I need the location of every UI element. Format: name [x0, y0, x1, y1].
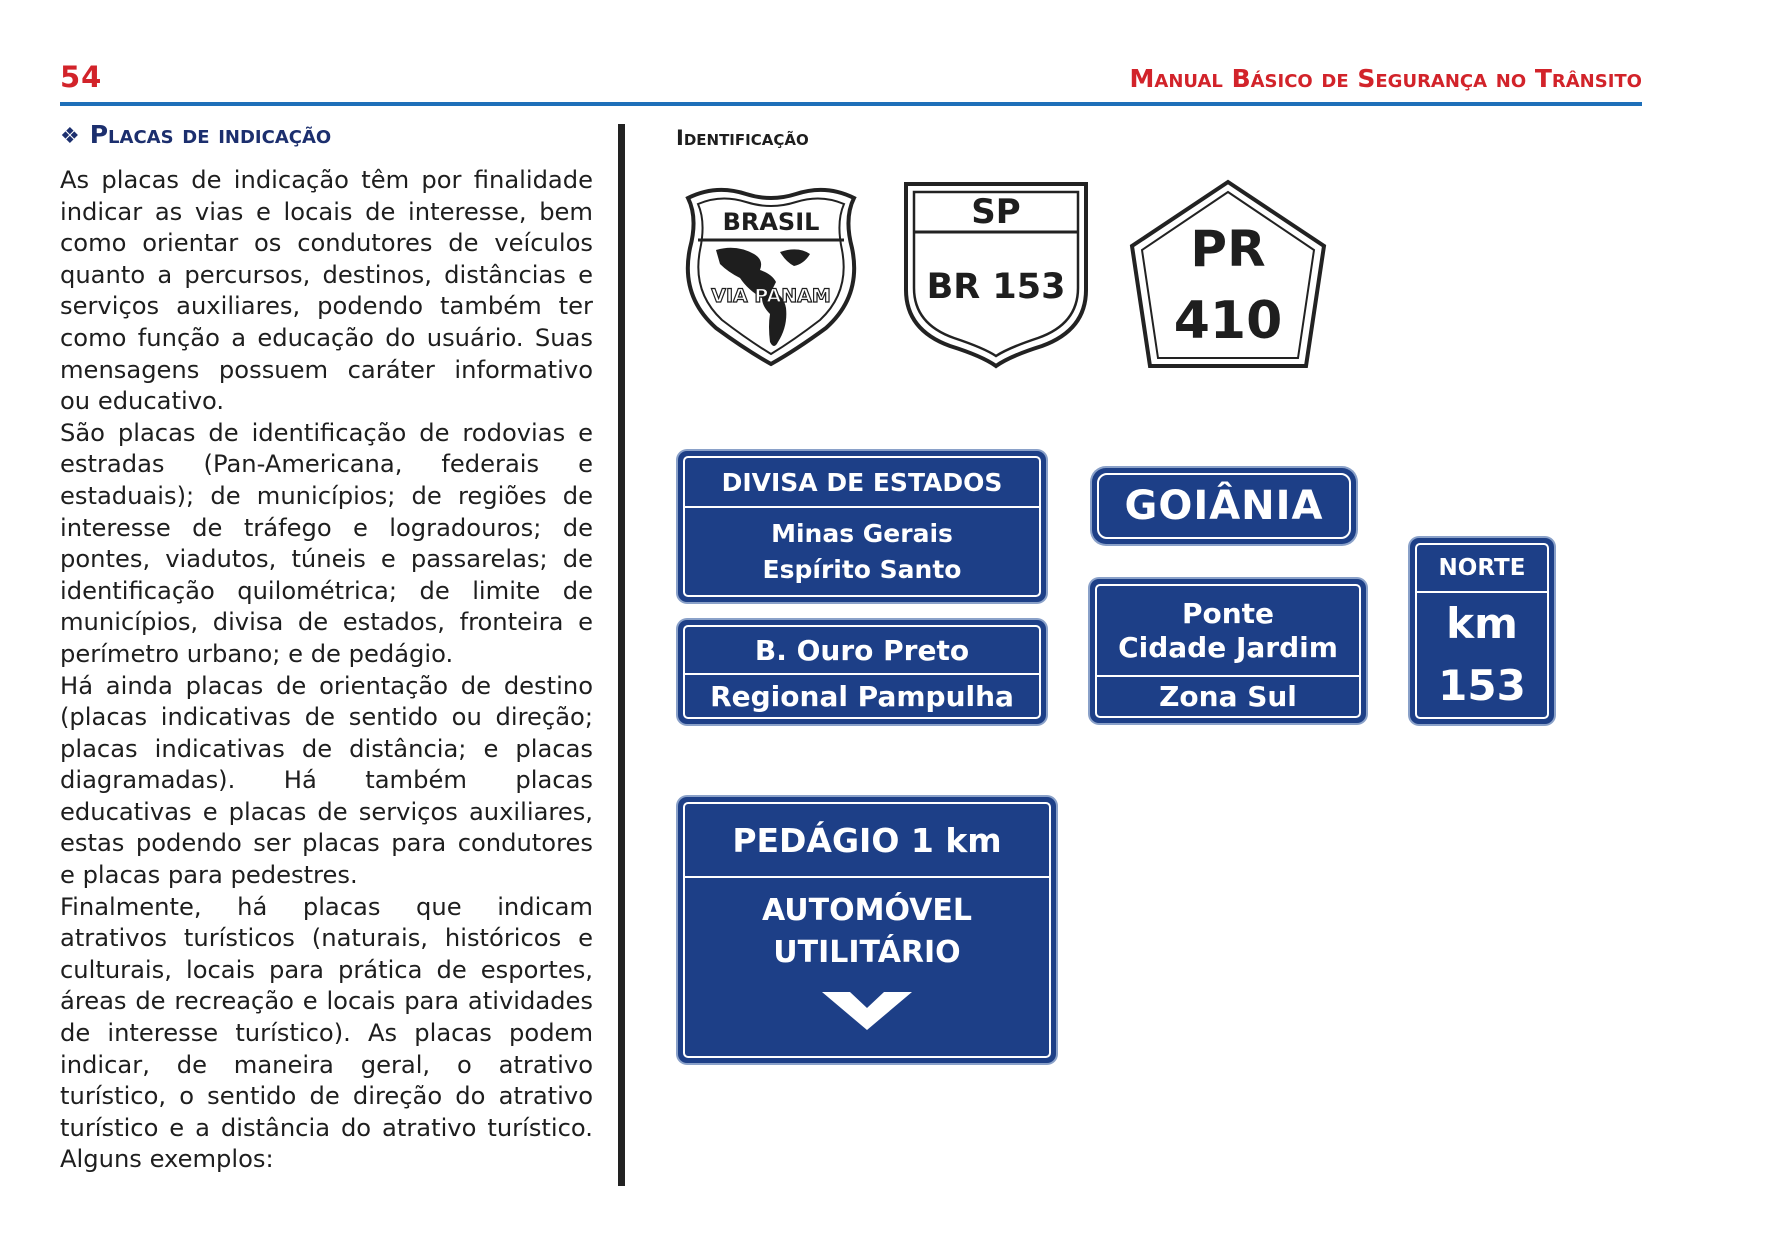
- section-title-text: Placas de indicação: [89, 120, 332, 149]
- goiania-frame: [1097, 473, 1351, 539]
- goiania-sign: [1092, 468, 1356, 544]
- page-number: 54: [60, 60, 103, 94]
- section-title: [60, 120, 331, 149]
- paragraph: As placas de indicação têm por finalidade indicar as vias e locais de interesse, bem como orientar os condutores de veículos quanto a percursos, destinos, distâncias e serviços auxiliares, podendo também ter como função a educação do usuário. Suas mensagens possuem caráter informativo ou educativo.: [60, 166, 593, 416]
- ouro-preto-line-2: Regional Pampulha: [710, 679, 1014, 713]
- state-road-text: 410: [1173, 291, 1283, 351]
- km-value-text: 153: [1438, 661, 1526, 710]
- panam-bottom-text: VIA PANAM: [711, 285, 831, 307]
- km-unit-text: km: [1446, 599, 1518, 648]
- federal-state-text: SP: [971, 192, 1021, 232]
- header-rule: [60, 102, 1642, 106]
- ponte-line-1: Ponte: [1181, 596, 1275, 630]
- ponte-top: [1097, 586, 1359, 675]
- ouro-preto-bottom: [685, 673, 1039, 717]
- federal-shield-sign: [902, 180, 1090, 370]
- state-code-text: PR: [1190, 220, 1266, 278]
- pedagio-header: [685, 804, 1049, 876]
- km-header: [1417, 545, 1547, 591]
- ouro-preto-top: [685, 627, 1039, 673]
- divisa-header-text: DIVISA DE ESTADOS: [721, 467, 1003, 497]
- pedagio-header-text: PEDÁGIO 1 km: [732, 820, 1002, 860]
- ponte-frame: [1095, 584, 1361, 718]
- divisa-line-1: Minas Gerais: [771, 518, 953, 548]
- figure-title: Identificação: [676, 126, 809, 150]
- bullet-icon: ❖: [60, 124, 80, 149]
- pedagio-line-2: UTILITÁRIO: [773, 935, 961, 970]
- down-arrow-icon: [822, 986, 912, 1032]
- divisa-line-2: Espírito Santo: [762, 554, 962, 584]
- km-marker-sign: [1410, 538, 1554, 724]
- pedagio-frame: [683, 802, 1051, 1058]
- divisa-header: [685, 458, 1039, 506]
- ouro-preto-sign: [678, 620, 1046, 724]
- goiania-body: [1099, 475, 1349, 537]
- goiania-text: GOIÂNIA: [1124, 483, 1324, 529]
- ponte-line-2: Cidade Jardim: [1118, 630, 1338, 664]
- divisa-frame: [683, 456, 1041, 597]
- divisa-estados-sign: [678, 451, 1046, 602]
- ponte-line-3: Zona Sul: [1159, 680, 1297, 713]
- paragraph: Há ainda placas de orientação de destino (placas indicativas de sentido ou direção; placas indicativas de distância; e placas diagramadas). Há também placas educativas e placas de serviços auxiliares, estas podendo ser placas para condutores e placas para pedestres.: [60, 671, 593, 890]
- state-pentagon-sign: [1128, 178, 1328, 372]
- panam-shield-sign: [676, 178, 866, 368]
- divisa-body: [685, 506, 1039, 595]
- federal-road-text: BR 153: [926, 267, 1066, 307]
- pedagio-line-1: AUTOMÓVEL: [762, 893, 972, 928]
- column-divider: [618, 124, 625, 1186]
- paragraph: São placas de identificação de rodovias e estradas (Pan-Americana, federais e estaduais); de municípios; de regiões de interesse de tráfego e logradouros; de pontes, viadutos, túneis e passarelas; de identificação quilométrica; de limite de municípios, divisa de estados, fronteira e perímetro urbano; e de pedágio.: [60, 418, 593, 668]
- km-frame: [1415, 543, 1549, 719]
- paragraph: Finalmente, há placas que indicam atrativos turísticos (naturais, históricos e culturais, locais para prática de esportes, áreas de recreação e locais para atividades de interesse turístico). As placas podem indicar, de maneira geral, o atrativo turístico, o sentido de direção do atrativo turístico e a distância do atrativo turístico. Alguns exemplos:: [60, 892, 593, 1174]
- km-body: [1417, 591, 1547, 717]
- pedagio-body: [685, 876, 1049, 1056]
- ponte-sign: [1090, 579, 1366, 723]
- ponte-bottom: [1097, 675, 1359, 716]
- panam-top-text: BRASIL: [722, 208, 820, 236]
- ouro-preto-frame: [683, 625, 1041, 719]
- pedagio-sign: [678, 797, 1056, 1063]
- running-title: Manual Básico de Segurança no Trânsito: [1129, 64, 1642, 93]
- km-header-text: NORTE: [1438, 555, 1526, 581]
- ouro-preto-line-1: B. Ouro Preto: [754, 633, 970, 667]
- body-text: [60, 165, 593, 1176]
